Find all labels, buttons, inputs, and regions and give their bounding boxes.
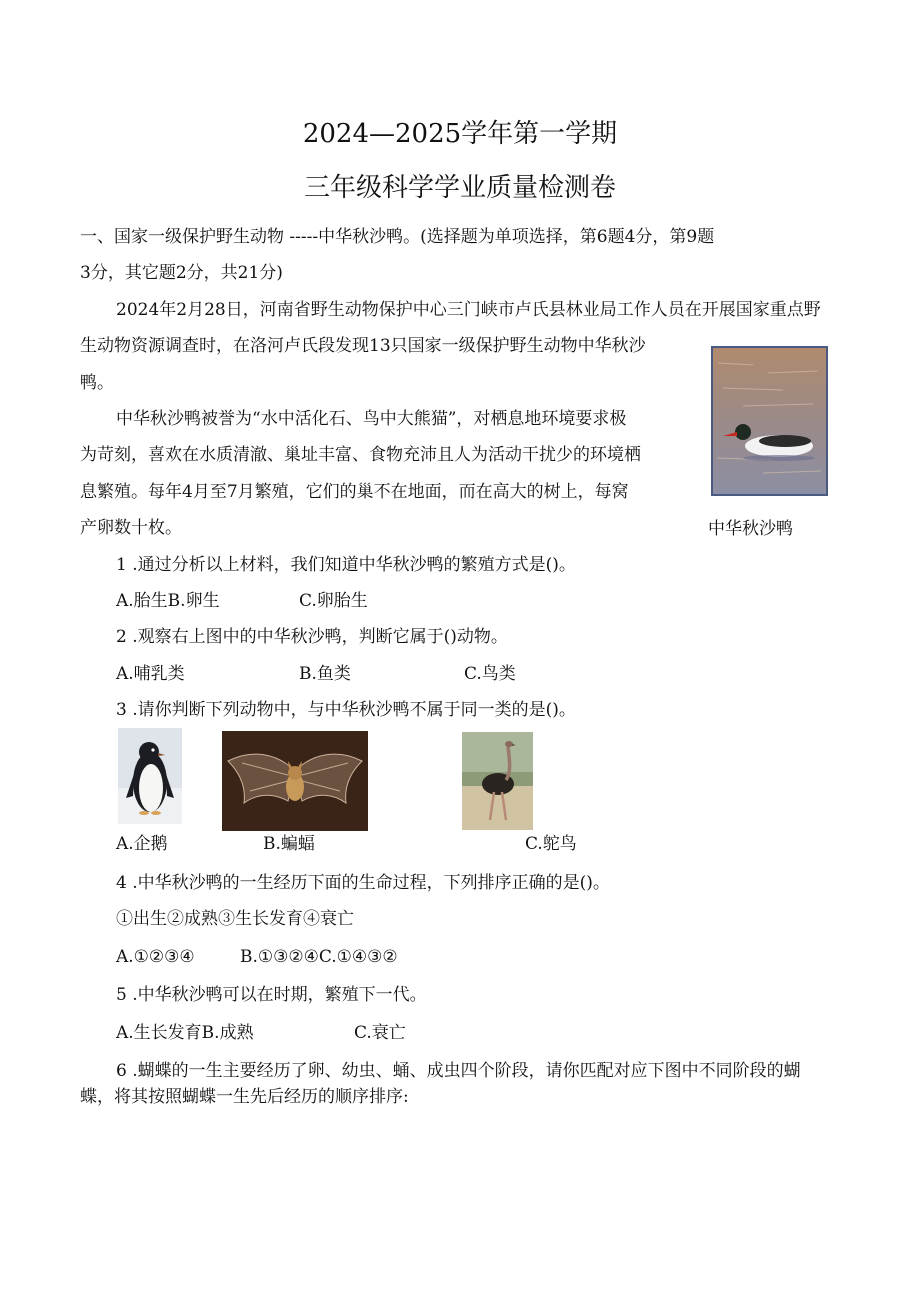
- section-heading-cont: 3分，其它题2分，共21分): [80, 263, 283, 283]
- question-5-option-c: C.衰亡: [354, 1023, 406, 1043]
- question-3-option-a: A.企鹅: [116, 834, 168, 854]
- passage-line: 2024年2月28日，河南省野生动物保护中心三门峡市卢氏县林业局工作人员在开展国家重点野: [116, 300, 821, 320]
- exam-title-line1: 2024—2025学年第一学期: [302, 119, 618, 149]
- question-4-option-a: A.①②③④: [116, 947, 195, 967]
- merganser-photo: [711, 346, 828, 496]
- passage-line: 息繁殖。每年4月至7月繁殖，它们的巢不在地面，而在高大的树上，每窝: [80, 482, 629, 502]
- passage-line: 生动物资源调查时，在洛河卢氏段发现13只国家一级保护野生动物中华秋沙: [80, 336, 646, 356]
- question-5-options-ab: A.生长发育B.成熟: [116, 1023, 254, 1043]
- exam-title-line2: 三年级科学学业质量检测卷: [303, 173, 616, 203]
- question-4-stages: ①出生②成熟③生长发育④衰亡: [116, 909, 354, 929]
- question-2-option-c: C.鸟类: [464, 664, 516, 684]
- question-3-option-b: B.蝙蝠: [263, 834, 315, 854]
- question-1-option-c: C.卵胎生: [299, 591, 368, 611]
- question-2-option-a: A.哺乳类: [116, 664, 185, 684]
- question-2-stem: 2 .观察右上图中的中华秋沙鸭，判断它属于()动物。: [116, 627, 508, 647]
- ostrich-photo: [462, 732, 533, 830]
- question-5-stem: 5 .中华秋沙鸭可以在时期，繁殖下一代。: [116, 985, 427, 1005]
- passage-line: 中华秋沙鸭被誉为“水中活化石、鸟中大熊猫”，对栖息地环境要求极: [116, 409, 627, 429]
- question-6-stem-cont: 蝶，将其按照蝴蝶一生先后经历的顺序排序:: [80, 1087, 409, 1107]
- question-1-stem: 1 .通过分析以上材料，我们知道中华秋沙鸭的繁殖方式是()。: [116, 555, 576, 575]
- penguin-photo: [118, 728, 182, 824]
- question-1-options-ab: A.胎生B.卵生: [116, 591, 220, 611]
- passage-line: 为苛刻，喜欢在水质清澈、巢址丰富、食物充沛且人为活动干扰少的环境栖: [80, 445, 641, 465]
- bat-photo: [222, 731, 368, 831]
- figure-caption: 中华秋沙鸭: [708, 519, 793, 539]
- passage-line: 鸭。: [80, 373, 114, 393]
- section-heading: 一、国家一级保护野生动物 -----中华秋沙鸭。(选择题为单项选择，第6题4分，第9题: [80, 227, 715, 247]
- question-2-option-b: B.鱼类: [299, 664, 351, 684]
- question-4-stem: 4 .中华秋沙鸭的一生经历下面的生命过程，下列排序正确的是()。: [116, 873, 610, 893]
- question-4-options-bc: B.①③②④C.①④③②: [240, 947, 398, 967]
- question-3-stem: 3 .请你判断下列动物中，与中华秋沙鸭不属于同一类的是()。: [116, 700, 576, 720]
- passage-line: 产卵数十枚。: [80, 518, 182, 538]
- question-3-option-c: C.鸵鸟: [525, 834, 577, 854]
- question-6-stem: 6 .蝴蝶的一生主要经历了卵、幼虫、蛹、成虫四个阶段，请你匹配对应下图中不同阶段的蝴: [116, 1061, 801, 1081]
